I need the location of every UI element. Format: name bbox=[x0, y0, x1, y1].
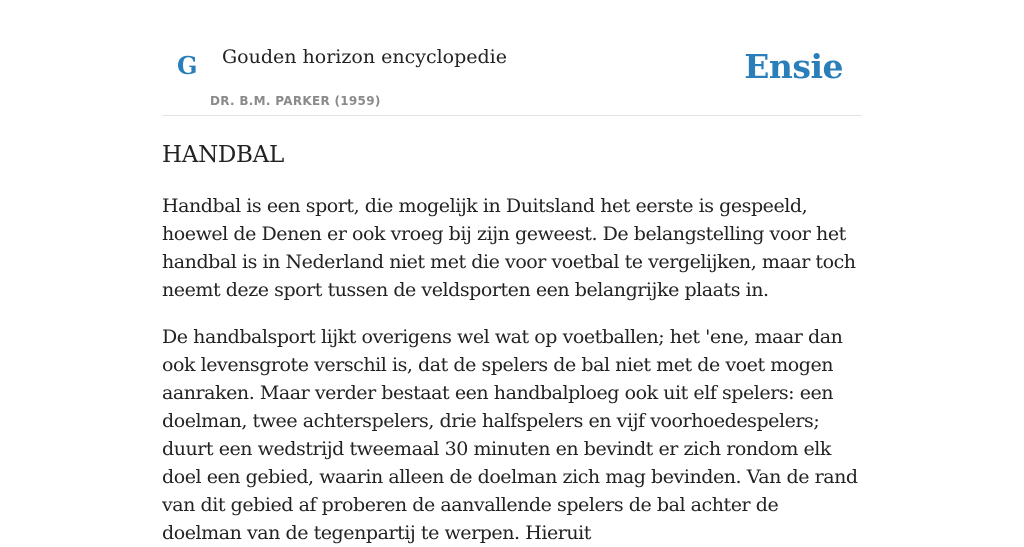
ensie-logo-link[interactable]: Ensie bbox=[744, 47, 843, 86]
book-header bbox=[162, 0, 862, 116]
entry-paragraph: Handbal is een sport, die mogelijk in Duitsland het eerste is gespeeld, hoewel de Denen er ook vroeg bij zijn geweest. De belangstelling voor het handbal is in Nederland niet met die voor voetbal te vergelijken, maar toch neemt deze sport tussen de veldsporten een belangrijke plaats in. bbox=[162, 194, 856, 301]
book-author: DR. B.M. PARKER (1959) bbox=[210, 94, 381, 108]
book-logo[interactable]: G bbox=[177, 51, 198, 80]
entry-title: HANDBAL bbox=[162, 142, 284, 168]
entry-body bbox=[162, 192, 862, 547]
book-title[interactable]: Gouden horizon encyclopedie bbox=[222, 46, 507, 68]
content-container bbox=[162, 0, 862, 547]
entry-paragraph: De handbalsport lijkt overigens wel wat op voetballen; het 'ene, maar dan ook levensgrote verschil is, dat de spelers de bal niet met de voet mogen aanraken. Maar verder bestaat een handbalploeg ook uit elf spelers: een doelman, twee achterspelers, drie halfspelers en vijf voorhoedespelers; duurt een wedstrijd tweemaal 30 minuten en bevindt er zich rondom elk doel een gebied, waarin alleen de doelman zich mag bevinden. Van de rand van dit gebied af proberen de aanvallende spelers de bal achter de doelman van de tegenpartij te werpen. Hieruit bbox=[162, 325, 858, 544]
